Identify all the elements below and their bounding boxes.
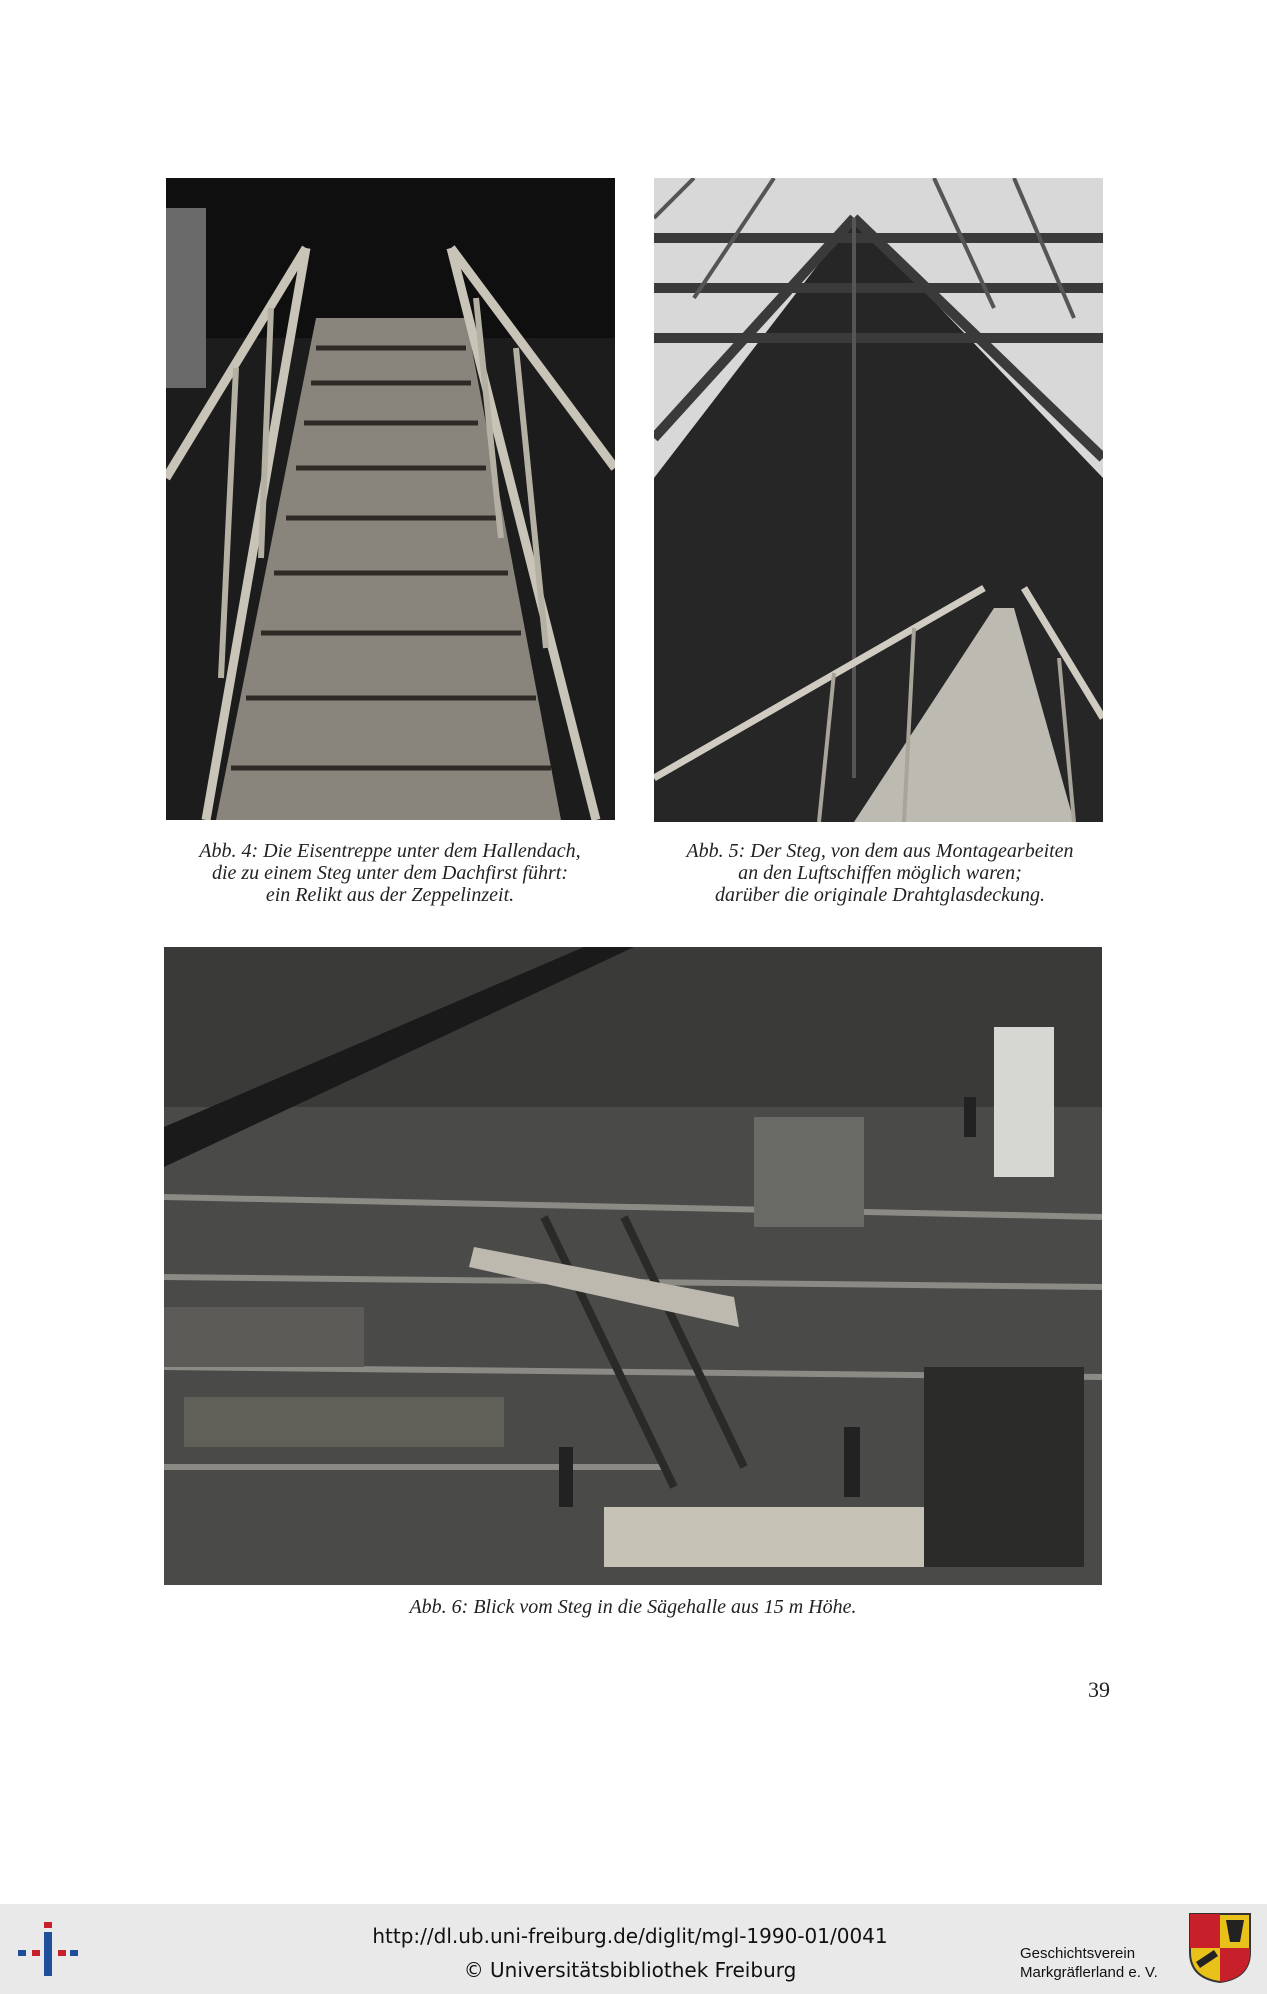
footer-url-link[interactable]: http://dl.ub.uni-freiburg.de/diglit/mgl-1990-01/0041 [372,1924,888,1948]
society-line: Markgräflerland e. V. [1020,1964,1158,1981]
figure-6-caption [164,1596,1102,1618]
figure-5-caption [630,840,1130,906]
staircase-illustration [166,178,615,820]
caption-line: ein Relikt aus der Zeppelinzeit. [265,884,515,906]
ub-freiburg-logo-icon [14,1920,84,1980]
caption-line: Abb. 5: Der Steg, von dem aus Montagearbeiten [686,840,1074,862]
walkway-illustration [654,178,1103,822]
walkway-roof-photo [654,178,1103,822]
sawmill-hall-photo [164,947,1102,1585]
caption-line: Abb. 6: Blick vom Steg in die Sägehalle aus 15 m Höhe. [409,1596,857,1618]
sawmill-illustration [164,947,1102,1585]
caption-line: an den Luftschiffen möglich waren; [738,862,1022,884]
caption-line: darüber die originale Drahtglasdeckung. [715,884,1045,906]
staircase-photo [166,178,615,820]
society-name [1020,1944,1190,1982]
page-number: 39 [1088,1677,1110,1702]
figure-4-caption [140,840,640,906]
coat-of-arms-icon [1188,1912,1252,1984]
caption-line: die zu einem Steg unter dem Dachfirst führt: [211,862,569,884]
footer-bar [0,1904,1267,1994]
society-line: Geschichtsverein [1020,1945,1136,1962]
footer-copyright: © Universitätsbibliothek Freiburg [463,1958,797,1982]
caption-line: Abb. 4: Die Eisentreppe unter dem Hallendach, [199,840,581,862]
